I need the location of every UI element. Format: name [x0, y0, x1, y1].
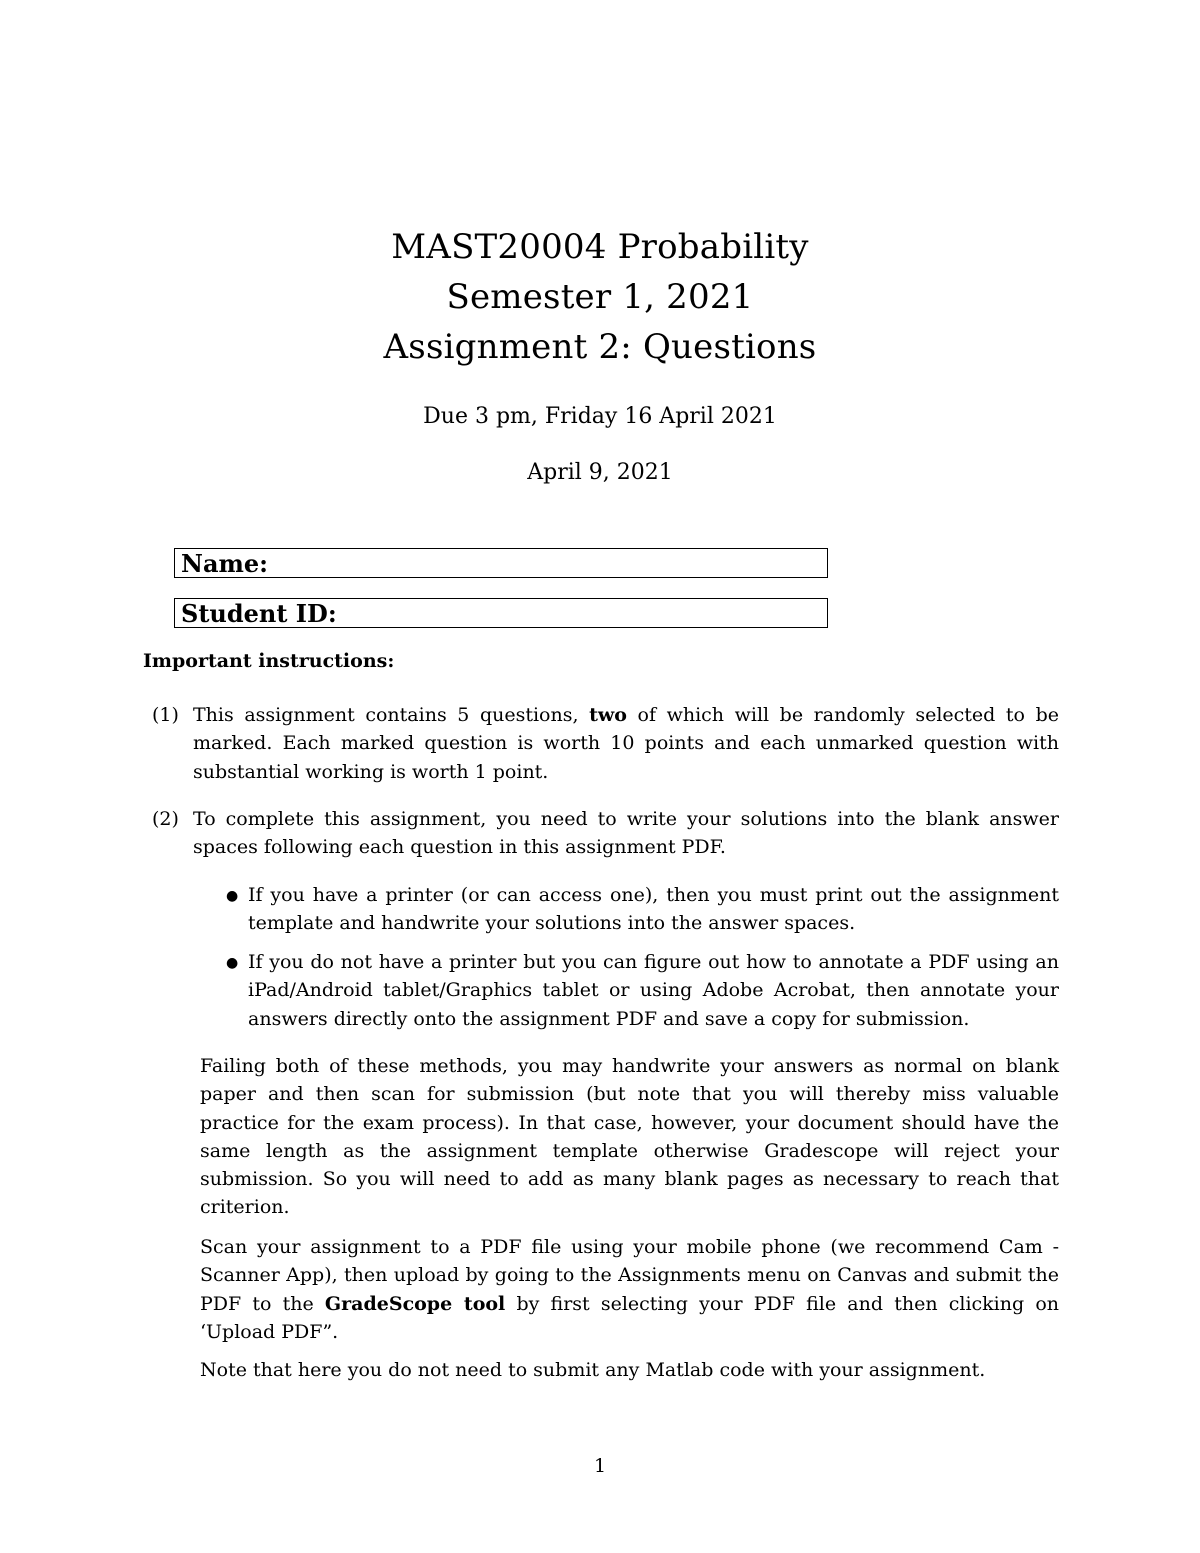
semester-title: Semester 1, 2021	[446, 277, 754, 317]
note-paragraph: Note that here you do not need to submit any Matlab code with your assignment.	[200, 1359, 986, 1381]
item1-bold: two	[589, 704, 627, 726]
student-id-label: Student ID:	[181, 599, 337, 628]
item1-text-start: This assignment contains 5 questions,	[193, 704, 590, 726]
page-number: 1	[593, 1455, 607, 1477]
assignment-title: Assignment 2: Questions	[383, 327, 817, 367]
item1-text	[193, 701, 1059, 786]
scan-text-end: by first selecting your PDF file and then clicking on ‘Upload PDF”.	[200, 1292, 1059, 1343]
item2-number: (2)	[152, 808, 179, 830]
item2-text: To complete this assignment, you need to write your solutions into the blank answer spaces following each question in this assignment PDF.	[193, 808, 1059, 859]
due-date: Due 3 pm, Friday 16 April 2021	[423, 404, 777, 429]
item1-text-end: of which will be randomly selected to be marked. Each marked question is worth 10 points and each unmarked question with substantial working is worth 1 point.	[193, 704, 1059, 783]
student-id-field[interactable]	[174, 598, 828, 628]
instructions-heading: Important instructions:	[143, 650, 395, 672]
name-field[interactable]	[174, 548, 828, 578]
course-title: MAST20004 Probability	[391, 227, 809, 267]
scan-text-start: Scan your assignment to a PDF file using your mobile phone (we recommend Cam - Scanner App), then upload by going to the Assignments menu on Canvas and submit the PDF to the	[200, 1236, 1059, 1315]
name-label: Name:	[181, 549, 269, 578]
name-input-area[interactable]	[325, 553, 819, 573]
bullet-item-2: If you do not have a printer but you can figure out how to annotate a PDF using an iPad/Android tablet/Graphics tablet or using Adobe Acrobat, then annotate your answers directly onto the assignment PDF and save a copy for submission.	[248, 951, 1059, 1030]
item1-number: (1)	[152, 704, 179, 726]
student-id-input-area[interactable]	[325, 603, 819, 623]
scan-paragraph	[200, 1233, 1059, 1346]
failing-paragraph: Failing both of these methods, you may handwrite your answers as normal on blank paper and then scan for submission (but note that you will thereby miss valuable practice for the exam process). In that case, however, your document should have the same length as the assignment template otherwise Gradescope will reject your submission. So you will need to add as many blank pages as necessary to reach that criterion.	[200, 1055, 1059, 1219]
gradescope-tool-bold: GradeScope tool	[324, 1292, 506, 1315]
bullet-icon: ●	[226, 955, 239, 971]
bullet-icon: ●	[226, 888, 239, 904]
document-date: April 9, 2021	[527, 460, 673, 485]
bullet-item-1: If you have a printer (or can access one), then you must print out the assignment template and handwrite your solutions into the answer spaces.	[248, 884, 1059, 935]
